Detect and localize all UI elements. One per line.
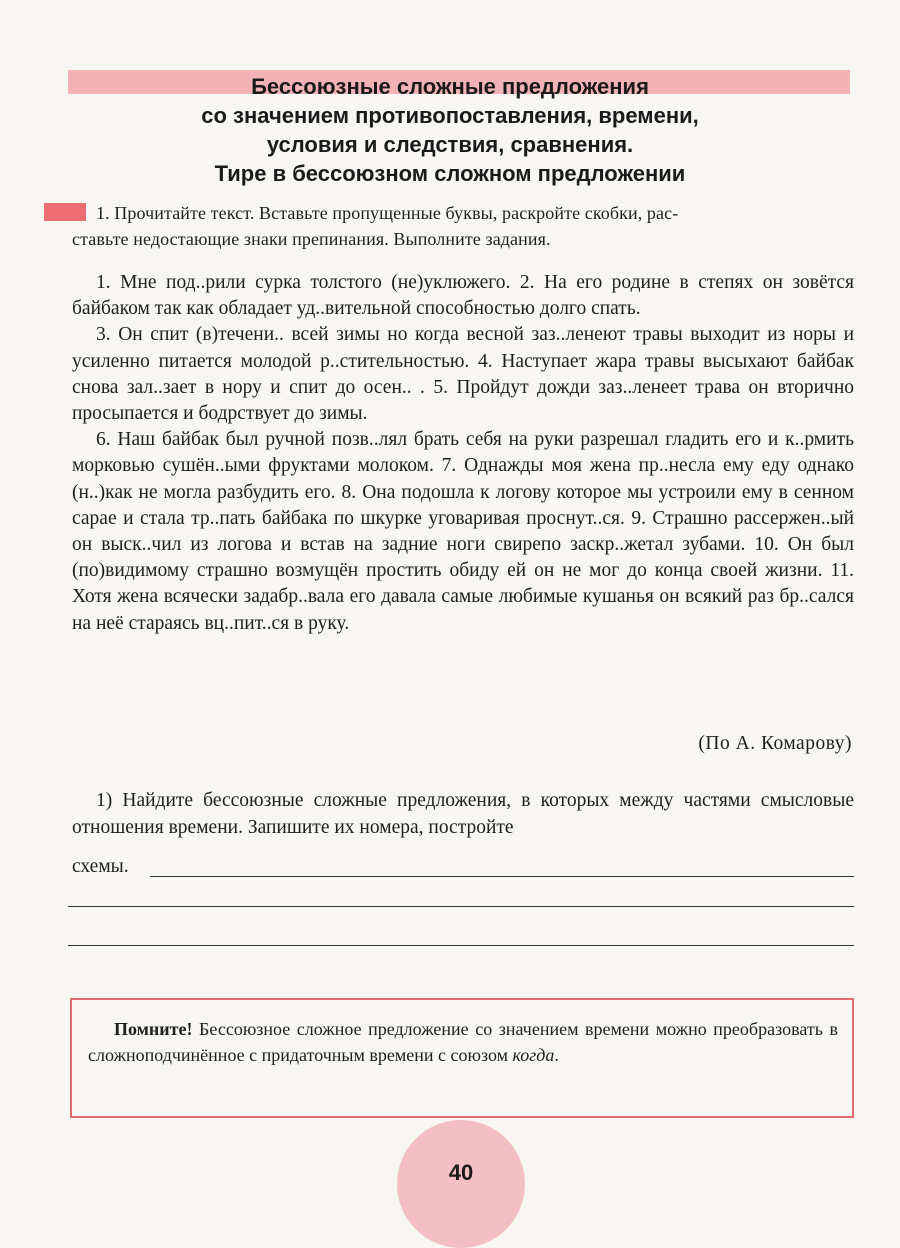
title-line: Бессоюзные сложные предложения <box>251 74 649 99</box>
answer-line[interactable] <box>68 945 854 946</box>
task-line: 1. Прочитайте текст. Вставьте пропущенные буквы, раскройте скобки, рас- <box>96 203 679 223</box>
page-title <box>100 72 800 188</box>
title-line: со значением противопоставления, времени, <box>201 103 699 128</box>
question-text: 1) Найдите бессоюзные сложные предложения, в которых между частями смысловые отношения времени. Запишите их номера, постройте <box>72 790 854 838</box>
answer-row <box>72 852 854 882</box>
remember-end: . <box>554 1045 559 1065</box>
exercise-text <box>72 270 854 637</box>
title-line: условия и следствия, сравнения. <box>266 132 634 157</box>
title-line: Тире в бессоюзном сложном предложении <box>214 161 686 186</box>
text-author: (По А. Комарову) <box>698 733 852 754</box>
text-paragraph: 1. Мне под..рили сурка толстого (не)уклюжего. 2. На его родине в степях он зовётся байбаком так как обладает уд..вительной способностью долго спать. <box>72 272 854 320</box>
answer-line[interactable] <box>150 876 854 877</box>
question-1 <box>72 788 854 841</box>
task-line: ставьте недостающие знаки препинания. Выполните задания. <box>72 229 551 249</box>
task-instructions <box>72 200 854 252</box>
text-paragraph: 6. Наш байбак был ручной позв..лял брать себя на руки разрешал гладить его и к..рмить морковью сушён..ыми фруктами молоком. 7. Однажды моя жена пр..несла ему еду однако (н..)как не могла разбудить его. 8. Она подошла к логову которое мы устроили ему в сенном сарае и стала тр..пать байбака по шкурке уговаривая проснут..ся. 9. Страшно рассержен..ый он выск..чил из логова и встав на задние ноги свирепо заскр..жетал зубами. 10. Он был (по)видимому страшно возмущён простить обиду ей он не мог до конца своей жизни. 11. Хотя жена всячески задабр..вала его давала самые любимые кушанья он всякий раз бр..сался на неё стараясь вц..пит..ся в руку. <box>72 429 854 634</box>
remember-text <box>88 1016 838 1068</box>
remember-body: Бессоюзное сложное предложение со значением времени можно преобразовать в сложноподчинённое с придаточным времени с союзом <box>88 1019 838 1065</box>
remember-box <box>70 998 854 1118</box>
answer-line[interactable] <box>68 906 854 907</box>
page-number: 40 <box>448 1160 474 1185</box>
schema-label: схемы. <box>72 856 129 877</box>
remember-emphasis: когда <box>512 1045 555 1065</box>
remember-title: Помните! <box>114 1019 193 1039</box>
text-paragraph: 3. Он спит (в)течени.. всей зимы но когда весной заз..ленеют травы выходит из норы и усиленно питается молодой р..стительностью. 4. Наступает жара травы высыхают байбак снова зал..зает в нору и спит до осен.. . 5. Пройдут дожди заз..ленеет трава он вторично просыпается и бодрствует до зимы. <box>72 324 854 425</box>
